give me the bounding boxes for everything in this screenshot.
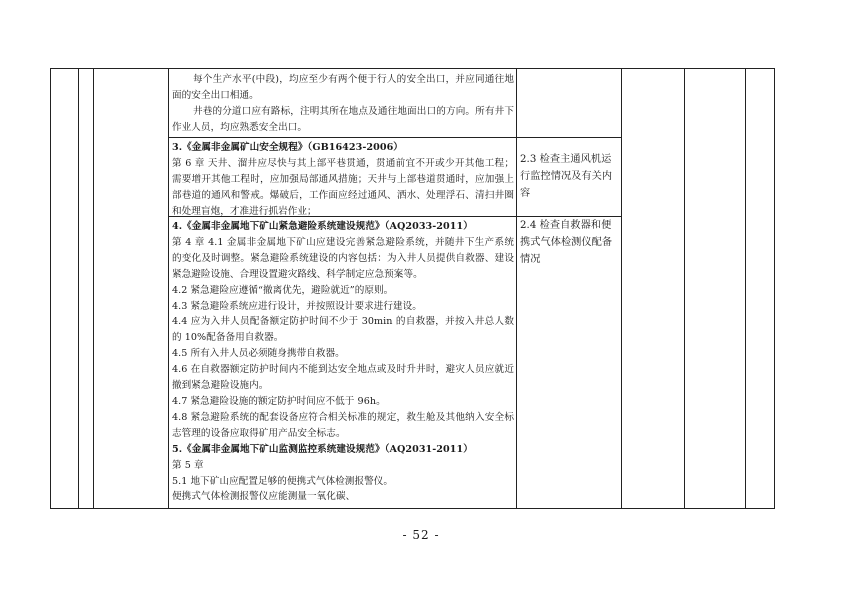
clause: 便携式气体检测报警仪应能测量一氧化碳、 <box>172 491 356 503</box>
clause: 4.6 在自救器额定防护时间内不能到达安全地点或及时升井时，避灾人员应就近撤到紧急避险设施内。 <box>172 364 514 392</box>
column-divider <box>93 68 94 509</box>
regulation-title: 5.《金属非金属地下矿山监测监控系统建设规范》（AQ2031-2011） <box>172 443 473 455</box>
row-divider <box>168 137 621 138</box>
clause: 4.7 紧急避险设施的额定防护时间应不低于 96h。 <box>172 395 386 407</box>
clause: 第 5 章 <box>172 459 204 471</box>
page-number: - 52 - <box>402 528 440 542</box>
clause: 4.5 所有入井人员必须随身携带自救器。 <box>172 348 345 360</box>
clause: 第 4 章 4.1 金属非金属地下矿山应建设完善紧急避险系统，并随井下生产系统的变化及时调整。紧急避险系统建设的内容包括：为入井人员提供自救器、建设紧急避险设施、合理设置避灾路线、科学制定应急预案等。 <box>172 236 514 280</box>
column-divider <box>621 68 622 509</box>
paragraph: 每个生产水平(中段)，均应至少有两个便于行人的安全出口，并应同通往地面的安全出口相通。 <box>172 74 514 101</box>
clause: 4.2 紧急避险应遵循“撤离优先，避险就近”的原则。 <box>172 284 394 296</box>
clause: 4.8 紧急避险系统的配套设备应符合相关标准的规定，救生舱及其他纳入安全标志管理的设备应取得矿用产品安全标志。 <box>172 411 514 439</box>
paragraph: 井巷的分道口应有路标，注明其所在地点及通往地面出口的方向。所有井下作业人员，均应熟悉安全出口。 <box>172 105 514 133</box>
requirement-block-gb16423 <box>172 140 514 220</box>
column-divider <box>684 68 685 509</box>
regulation-title: 3.《金属非金属矿山安全规程》（GB16423-2006） <box>172 142 403 153</box>
requirement-block-safety-exits <box>172 72 514 136</box>
clause: 5.1 地下矿山应配置足够的便携式气体检测报警仪。 <box>172 475 394 487</box>
paragraph: 第 6 章 天井、溜井应尽快与其上部平巷贯通，贯通前宜不开或少开其他工程；需要增开其他工程时，应加强局部通风措施；天井与上部巷道贯通时，应加强上部巷道的通风和警戒。爆破后，工作面应经过通风、洒水、处理浮石、清扫井圈和处理盲炮，才准进行抓岩作业； <box>172 157 514 217</box>
column-divider <box>168 68 169 509</box>
clause: 4.3 紧急避险系统应进行设计，并按照设计要求进行建设。 <box>172 300 422 312</box>
column-divider <box>78 68 79 509</box>
column-divider <box>516 68 517 509</box>
check-item-2-4: 2.4 检查自救器和便携式气体检测仪配备情况 <box>520 220 613 266</box>
check-item-2-3: 2.3 检查主通风机运行监控情况及有关内容 <box>520 154 613 200</box>
regulation-title: 4.《金属非金属地下矿山紧急避险系统建设规范》（AQ2033-2011） <box>172 221 473 232</box>
requirement-block-aq2033-aq2031 <box>172 219 514 505</box>
clause: 4.4 应为入井人员配备额定防护时间不少于 30min 的自救器，并按入井总人数的 10%配备备用自救器。 <box>172 316 514 344</box>
column-divider <box>745 68 746 509</box>
